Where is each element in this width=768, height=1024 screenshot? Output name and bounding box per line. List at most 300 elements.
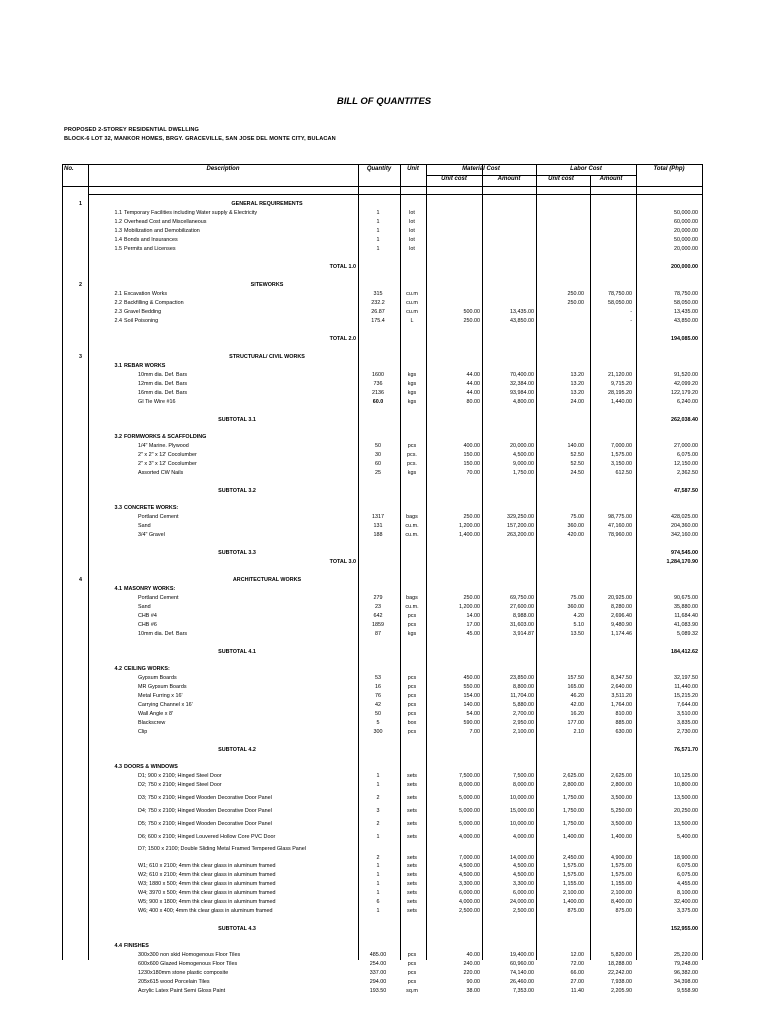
material-unit-cost-cell: 8,000.00 (459, 782, 480, 788)
labor-unit-cost-cell: 250.00 (567, 300, 584, 306)
item-code: 2.3 (114, 309, 122, 315)
subsection-title: DOORS & WINDOWS (124, 764, 178, 770)
labor-amount-cell: 875.00 (615, 908, 632, 914)
table-row (62, 531, 702, 540)
material-unit-cost-cell: 4,500.00 (459, 872, 480, 878)
unit-cell: pcs (407, 693, 417, 699)
unit-cell: pcs (407, 729, 417, 735)
material-amount-cell: 4,500.00 (513, 452, 534, 458)
table-row (62, 951, 702, 960)
item-description: D5; 750 x 2100; Hinged Wooden Decorative Door Panel (138, 821, 272, 827)
total-cell: 34,398.00 (674, 979, 698, 985)
labor-unit-cost-cell: 157.50 (567, 675, 584, 681)
header-total: Total (Php) (653, 166, 685, 172)
labor-amount-cell: 630.00 (615, 729, 632, 735)
quantity-cell: 1859 (372, 622, 384, 628)
labor-unit-cost-cell: 1,750.00 (563, 795, 584, 801)
unit-cell: sets (407, 834, 417, 840)
table-row (62, 612, 702, 621)
material-amount-cell: 8,000.00 (513, 782, 534, 788)
item-description: 2" x 3" x 12' Cocolumber (138, 461, 197, 467)
material-amount-cell: 27,600.00 (510, 604, 534, 610)
subtotal-row (62, 925, 702, 934)
header-quantity: Quantity (366, 166, 392, 172)
labor-amount-cell: 21,120.00 (608, 372, 632, 378)
unit-cell: cu.m. (405, 532, 419, 538)
unit-cell: sets (407, 855, 417, 861)
quantity-cell: 642 (373, 613, 383, 619)
table-row (62, 862, 702, 871)
labor-unit-cost-cell: 42.00 (570, 702, 584, 708)
item-description: 205x615 wood Porcelain Tiles (138, 979, 210, 985)
labor-amount-cell: - (630, 309, 632, 315)
labor-amount-cell: 3,500.00 (611, 795, 632, 801)
material-amount-cell: 2,950.00 (513, 720, 534, 726)
unit-cell: box (407, 720, 417, 726)
table-row (62, 833, 702, 842)
header-material-cost: Material Cost (462, 166, 500, 172)
table-row (62, 317, 702, 326)
material-amount-cell: 60,960.00 (510, 961, 534, 967)
unit-cell: pcs (407, 443, 417, 449)
unit-cell: lot (409, 219, 415, 225)
quantity-cell: 1 (376, 246, 380, 252)
labor-amount-cell: 1,764.00 (611, 702, 632, 708)
material-unit-cost-cell: 3,300.00 (459, 881, 480, 887)
material-unit-cost-cell: 7,500.00 (459, 773, 480, 779)
quantity-cell: 3 (376, 808, 380, 814)
item-description: Bonds and Insurances (124, 237, 178, 243)
material-amount-cell: 20,000.00 (510, 443, 534, 449)
item-code: 4.2 (114, 666, 122, 672)
total-cell: 91,520.00 (674, 372, 698, 378)
grid-line (702, 164, 703, 960)
material-unit-cost-cell: 44.00 (466, 390, 480, 396)
table-row (62, 451, 702, 460)
table-row (62, 299, 702, 308)
total-cell: 78,750.00 (674, 291, 698, 297)
total-cell: 3,375.00 (677, 908, 698, 914)
total-cell: 13,435.00 (674, 309, 698, 315)
item-description: 12mm dia. Def. Bars (138, 381, 188, 387)
labor-amount-cell: 1,174.46 (611, 631, 632, 637)
table-row (62, 460, 702, 469)
labor-unit-cost-cell: 177.00 (567, 720, 584, 726)
subtotal-row (62, 549, 702, 558)
material-unit-cost-cell: 240.00 (463, 961, 480, 967)
material-unit-cost-cell: 150.00 (463, 452, 480, 458)
item-description: W5; 900 x 1800; 4mm thk clear glass in aluminum framed (138, 899, 276, 905)
total-value: 1,284,170.90 (666, 559, 698, 565)
quantity-cell: 50 (375, 443, 381, 449)
unit-cell: sets (407, 890, 417, 896)
project-name: PROPOSED 2-STOREY RESIDENTIAL DWELLING (64, 127, 199, 133)
total-cell: 2,730.00 (677, 729, 698, 735)
labor-unit-cost-cell: 2,100.00 (563, 890, 584, 896)
material-amount-cell: 1,750.00 (513, 470, 534, 476)
quantity-cell: 26.87 (371, 309, 385, 315)
unit-cell: kgs (407, 631, 417, 637)
item-number: 1 (79, 201, 82, 207)
item-number: 3 (79, 354, 82, 360)
item-description: 2" x 2" x 12' Cocolumber (138, 452, 197, 458)
total-cell: 12,150.00 (674, 461, 698, 467)
item-description: W1; 610 x 2100; 4mm thk clear glass in aluminum framed (138, 863, 276, 869)
labor-amount-cell: - (630, 318, 632, 324)
subtotal-label: SUBTOTAL 4.1 (218, 649, 256, 655)
material-unit-cost-cell: 4,500.00 (459, 863, 480, 869)
material-amount-cell: 2,500.00 (513, 908, 534, 914)
unit-cell: kgs (407, 381, 417, 387)
material-unit-cost-cell: 5,000.00 (459, 808, 480, 814)
unit-cell: pcs (407, 622, 417, 628)
total-cell: 13,500.00 (674, 795, 698, 801)
quantity-cell: 5 (376, 720, 380, 726)
labor-amount-cell: 2,100.00 (611, 890, 632, 896)
labor-unit-cost-cell: 1,750.00 (563, 821, 584, 827)
quantity-cell: 2 (376, 795, 380, 801)
subtotal-label: SUBTOTAL 3.2 (218, 488, 256, 494)
material-unit-cost-cell: 590.00 (463, 720, 480, 726)
subtotal-value: 974,545.00 (671, 550, 698, 556)
table-row (62, 960, 702, 969)
unit-cell: lot (409, 237, 415, 243)
item-description: Acrylic Latex Paint Semi Gloss Paint (138, 988, 226, 994)
quantity-cell: 2 (376, 821, 380, 827)
labor-amount-cell: 2,800.00 (611, 782, 632, 788)
total-cell: 32,400.00 (674, 899, 698, 905)
material-amount-cell: 31,603.00 (510, 622, 534, 628)
material-amount-cell: 3,300.00 (513, 881, 534, 887)
labor-amount-cell: 8,400.00 (611, 899, 632, 905)
quantity-cell: 23 (375, 604, 381, 610)
grid-line (62, 186, 702, 187)
material-amount-cell: 2,700.00 (513, 711, 534, 717)
item-description: Blackscrew (138, 720, 166, 726)
material-amount-cell: 7,353.00 (513, 988, 534, 994)
labor-unit-cost-cell: 66.00 (570, 970, 584, 976)
material-unit-cost-cell: 550.00 (463, 684, 480, 690)
material-amount-cell: 70,400.00 (510, 372, 534, 378)
unit-cell: pcs (407, 970, 417, 976)
material-amount-cell: 10,000.00 (510, 795, 534, 801)
quantity-cell: 1 (376, 228, 380, 234)
table-row (62, 907, 702, 916)
total-cell: 35,880.00 (674, 604, 698, 610)
item-description: Carrying Channel x 16' (138, 702, 193, 708)
quantity-cell: 60 (375, 461, 381, 467)
quantity-cell: 193.50 (369, 988, 387, 994)
item-description: Portland Cement (138, 514, 179, 520)
labor-amount-cell: 5,820.00 (611, 952, 632, 958)
material-amount-cell: 6,000.00 (513, 890, 534, 896)
labor-amount-cell: 2,640.00 (611, 684, 632, 690)
labor-amount-cell: 78,750.00 (608, 291, 632, 297)
quantity-cell: 1 (376, 872, 380, 878)
unit-cell: cu.m (406, 291, 418, 297)
quantity-cell: 1317 (372, 514, 384, 520)
table-row (62, 227, 702, 236)
item-description: D1; 900 x 2100; Hinged Steel Door (138, 773, 222, 779)
labor-amount-cell: 47,160.00 (608, 523, 632, 529)
unit-cell: sets (407, 881, 417, 887)
unit-cell: cu.m (406, 300, 418, 306)
labor-amount-cell: 22,242.00 (608, 970, 632, 976)
material-unit-cost-cell: 250.00 (463, 595, 480, 601)
labor-unit-cost-cell: 1,400.00 (563, 834, 584, 840)
table-row (62, 846, 702, 862)
labor-amount-cell: 2,205.90 (611, 988, 632, 994)
item-description: Sand (138, 523, 151, 529)
total-cell: 342,160.00 (671, 532, 698, 538)
total-label: TOTAL 1.0 (329, 264, 356, 270)
total-cell: 32,197.50 (674, 675, 698, 681)
item-description: W3; 1880 x 500; 4mm thk clear glass in aluminum framed (138, 881, 276, 887)
unit-cell: sets (407, 808, 417, 814)
quantity-cell: 1600 (372, 372, 384, 378)
labor-unit-cost-cell: 250.00 (567, 291, 584, 297)
item-code: 1.2 (114, 219, 122, 225)
material-amount-cell: 2,100.00 (513, 729, 534, 735)
total-cell: 50,000.00 (674, 237, 698, 243)
quantity-cell: 232.2 (371, 300, 385, 306)
material-amount-cell: 11,704.00 (510, 693, 534, 699)
unit-cell: kgs (407, 470, 417, 476)
labor-amount-cell: 810.00 (615, 711, 632, 717)
table-row (62, 969, 702, 978)
total-cell: 60,000.00 (674, 219, 698, 225)
total-cell: 8,100.00 (677, 890, 698, 896)
unit-cell: pcs (407, 702, 417, 708)
item-code: 1.1 (114, 210, 122, 216)
material-unit-cost-cell: 250.00 (463, 318, 480, 324)
table-row (62, 701, 702, 710)
quantity-cell: 188 (373, 532, 383, 538)
total-cell: 20,250.00 (674, 808, 698, 814)
labor-unit-cost-cell: 27.00 (570, 979, 584, 985)
material-amount-cell: 23,850.00 (510, 675, 534, 681)
subsection-header-row (62, 362, 702, 371)
material-amount-cell: 7,500.00 (513, 773, 534, 779)
quantity-cell: 1 (376, 219, 380, 225)
table-row (62, 898, 702, 907)
item-code: 4.1 (114, 586, 122, 592)
material-amount-cell: 8,800.00 (513, 684, 534, 690)
table-row (62, 603, 702, 612)
labor-amount-cell: 5,250.00 (611, 808, 632, 814)
table-row (62, 594, 702, 603)
item-code: 1.3 (114, 228, 122, 234)
table-row (62, 978, 702, 987)
unit-cell: sets (407, 795, 417, 801)
labor-amount-cell: 2,696.40 (611, 613, 632, 619)
quantity-cell: 1 (376, 863, 380, 869)
total-cell: 25,220.00 (674, 952, 698, 958)
material-unit-cost-cell: 70.00 (466, 470, 480, 476)
labor-unit-cost-cell: 360.00 (567, 604, 584, 610)
unit-cell: kgs (407, 390, 417, 396)
material-unit-cost-cell: 450.00 (463, 675, 480, 681)
item-description: D4; 750 x 2100; Hinged Wooden Decorative Door Panel (138, 808, 272, 814)
material-amount-cell: 157,200.00 (507, 523, 534, 529)
table-row (62, 218, 702, 227)
material-amount-cell: 19,400.00 (510, 952, 534, 958)
table-row (62, 889, 702, 898)
total-cell: 3,835.00 (677, 720, 698, 726)
material-amount-cell: 24,000.00 (510, 899, 534, 905)
labor-unit-cost-cell: 360.00 (567, 523, 584, 529)
item-description: 16mm dia. Def. Bars (138, 390, 188, 396)
labor-unit-cost-cell: 1,575.00 (563, 863, 584, 869)
unit-cell: pcs. (407, 452, 417, 458)
total-cell: 41,083.90 (674, 622, 698, 628)
item-description: Portland Cement (138, 595, 179, 601)
labor-amount-cell: 2,625.00 (611, 773, 632, 779)
table-row (62, 794, 702, 803)
total-cell: 43,850.00 (674, 318, 698, 324)
item-number: 4 (79, 577, 82, 583)
material-unit-cost-cell: 7,000.00 (459, 855, 480, 861)
material-amount-cell: 329,250.00 (507, 514, 534, 520)
item-description: W6; 400 x 400; 4mm thk clear glass in aluminum framed (138, 908, 273, 914)
total-cell: 6,240.00 (677, 399, 698, 405)
labor-amount-cell: 1,440.00 (611, 399, 632, 405)
total-cell: 2,362.50 (677, 470, 698, 476)
section-header-row (62, 576, 702, 585)
table-row (62, 442, 702, 451)
table-row (62, 987, 702, 996)
quantity-cell: 16 (375, 684, 381, 690)
grid-line (62, 164, 702, 165)
total-cell: 5,400.00 (677, 834, 698, 840)
labor-unit-cost-cell: 24.50 (570, 470, 584, 476)
unit-cell: L (410, 318, 414, 324)
material-unit-cost-cell: 4,000.00 (459, 834, 480, 840)
item-description: D7; 1500 x 2100; Double Sliding Metal Framed Tempered Glass Panel (138, 846, 307, 852)
labor-unit-cost-cell: 5.10 (573, 622, 584, 628)
unit-cell: sets (407, 899, 417, 905)
item-description: Temporary Facilities including Water supply & Electricity (124, 210, 258, 216)
material-amount-cell: 43,850.00 (510, 318, 534, 324)
labor-amount-cell: 3,150.00 (611, 461, 632, 467)
total-cell: 13,500.00 (674, 821, 698, 827)
item-description: 300x300 non skid Homogenous Floor Tiles (138, 952, 241, 958)
material-unit-cost-cell: 44.00 (466, 372, 480, 378)
item-description: 10mm dia. Def. Bars (138, 372, 188, 378)
subtotal-value: 184,412.62 (671, 649, 698, 655)
table-row (62, 674, 702, 683)
item-description: Gypsum Boards (138, 675, 177, 681)
material-unit-cost-cell: 80.00 (466, 399, 480, 405)
table-row (62, 781, 702, 790)
unit-cell: cu.m (406, 309, 418, 315)
subtotal-row (62, 487, 702, 496)
table-row (62, 719, 702, 728)
labor-amount-cell: 20,925.00 (608, 595, 632, 601)
subtotal-label: SUBTOTAL 4.3 (218, 926, 256, 932)
labor-amount-cell: 885.00 (615, 720, 632, 726)
labor-unit-cost-cell: 13.50 (570, 631, 584, 637)
table-row (62, 389, 702, 398)
material-amount-cell: 26,460.00 (510, 979, 534, 985)
table-row (62, 880, 702, 889)
project-address: BLOCK-6 LOT 32, MANKOR HOMES, BRGY. GRACEVILLE, SAN JOSE DEL MONTE CITY, BULACAN (64, 136, 336, 142)
labor-unit-cost-cell: 75.00 (570, 514, 584, 520)
header-labor-amount: Amount (599, 176, 623, 182)
labor-amount-cell: 9,480.90 (611, 622, 632, 628)
material-unit-cost-cell: 45.00 (466, 631, 480, 637)
item-code: 2.4 (114, 318, 122, 324)
total-row (62, 335, 702, 344)
labor-unit-cost-cell: 46.20 (570, 693, 584, 699)
total-cell: 7,644.00 (677, 702, 698, 708)
material-unit-cost-cell: 14.00 (466, 613, 480, 619)
labor-unit-cost-cell: 1,750.00 (563, 808, 584, 814)
quantity-cell: 60.0 (372, 399, 384, 405)
item-description: Excavation Works (124, 291, 168, 297)
item-description: 600x600 Glazed Homogenous Floor Tiles (138, 961, 238, 967)
material-amount-cell: 5,880.00 (513, 702, 534, 708)
material-unit-cost-cell: 1,400.00 (459, 532, 480, 538)
material-amount-cell: 8,988.00 (513, 613, 534, 619)
material-unit-cost-cell: 220.00 (463, 970, 480, 976)
material-amount-cell: 74,140.00 (510, 970, 534, 976)
unit-cell: sets (407, 821, 417, 827)
material-amount-cell: 32,384.00 (510, 381, 534, 387)
grid-line (426, 175, 636, 176)
item-code: 3.2 (114, 434, 122, 440)
unit-cell: sets (407, 863, 417, 869)
item-code: 3.3 (114, 505, 122, 511)
material-amount-cell: 263,200.00 (507, 532, 534, 538)
labor-amount-cell: 18,288.00 (608, 961, 632, 967)
labor-amount-cell: 58,050.00 (608, 300, 632, 306)
item-description: Mobilization and Demobilization (124, 228, 200, 234)
quantity-cell: 25 (375, 470, 381, 476)
unit-cell: cu.m. (405, 604, 419, 610)
unit-cell: sets (407, 782, 417, 788)
material-unit-cost-cell: 44.00 (466, 381, 480, 387)
total-cell: 11,440.00 (674, 684, 698, 690)
labor-unit-cost-cell: 16.20 (570, 711, 584, 717)
subtotal-label: SUBTOTAL 4.2 (218, 747, 256, 753)
quantity-cell: 1 (376, 881, 380, 887)
subtotal-row (62, 648, 702, 657)
labor-unit-cost-cell: 2,800.00 (563, 782, 584, 788)
material-amount-cell: 3,914.87 (513, 631, 534, 637)
quantity-cell: 1 (376, 834, 380, 840)
table-row (62, 308, 702, 317)
item-description: W4; 3970 x 500; 4mm thk clear glass in aluminum framed (138, 890, 276, 896)
total-cell: 10,800.00 (674, 782, 698, 788)
table-row (62, 728, 702, 737)
table-row (62, 398, 702, 407)
labor-amount-cell: 1,575.00 (611, 452, 632, 458)
total-cell: 58,050.00 (674, 300, 698, 306)
quantity-cell: 50 (375, 711, 381, 717)
labor-unit-cost-cell: 12.00 (570, 952, 584, 958)
table-row (62, 621, 702, 630)
material-amount-cell: 4,000.00 (513, 834, 534, 840)
subsection-header-row (62, 942, 702, 951)
labor-unit-cost-cell: 75.00 (570, 595, 584, 601)
subsection-title: FORMWORKS & SCAFFOLDING (124, 434, 207, 440)
table-row (62, 630, 702, 639)
item-description: Backfilling & Compaction (124, 300, 184, 306)
material-amount-cell: 4,500.00 (513, 872, 534, 878)
section-title: GENERAL REQUIREMENTS (231, 201, 303, 207)
total-value: 194,085.00 (671, 336, 698, 342)
